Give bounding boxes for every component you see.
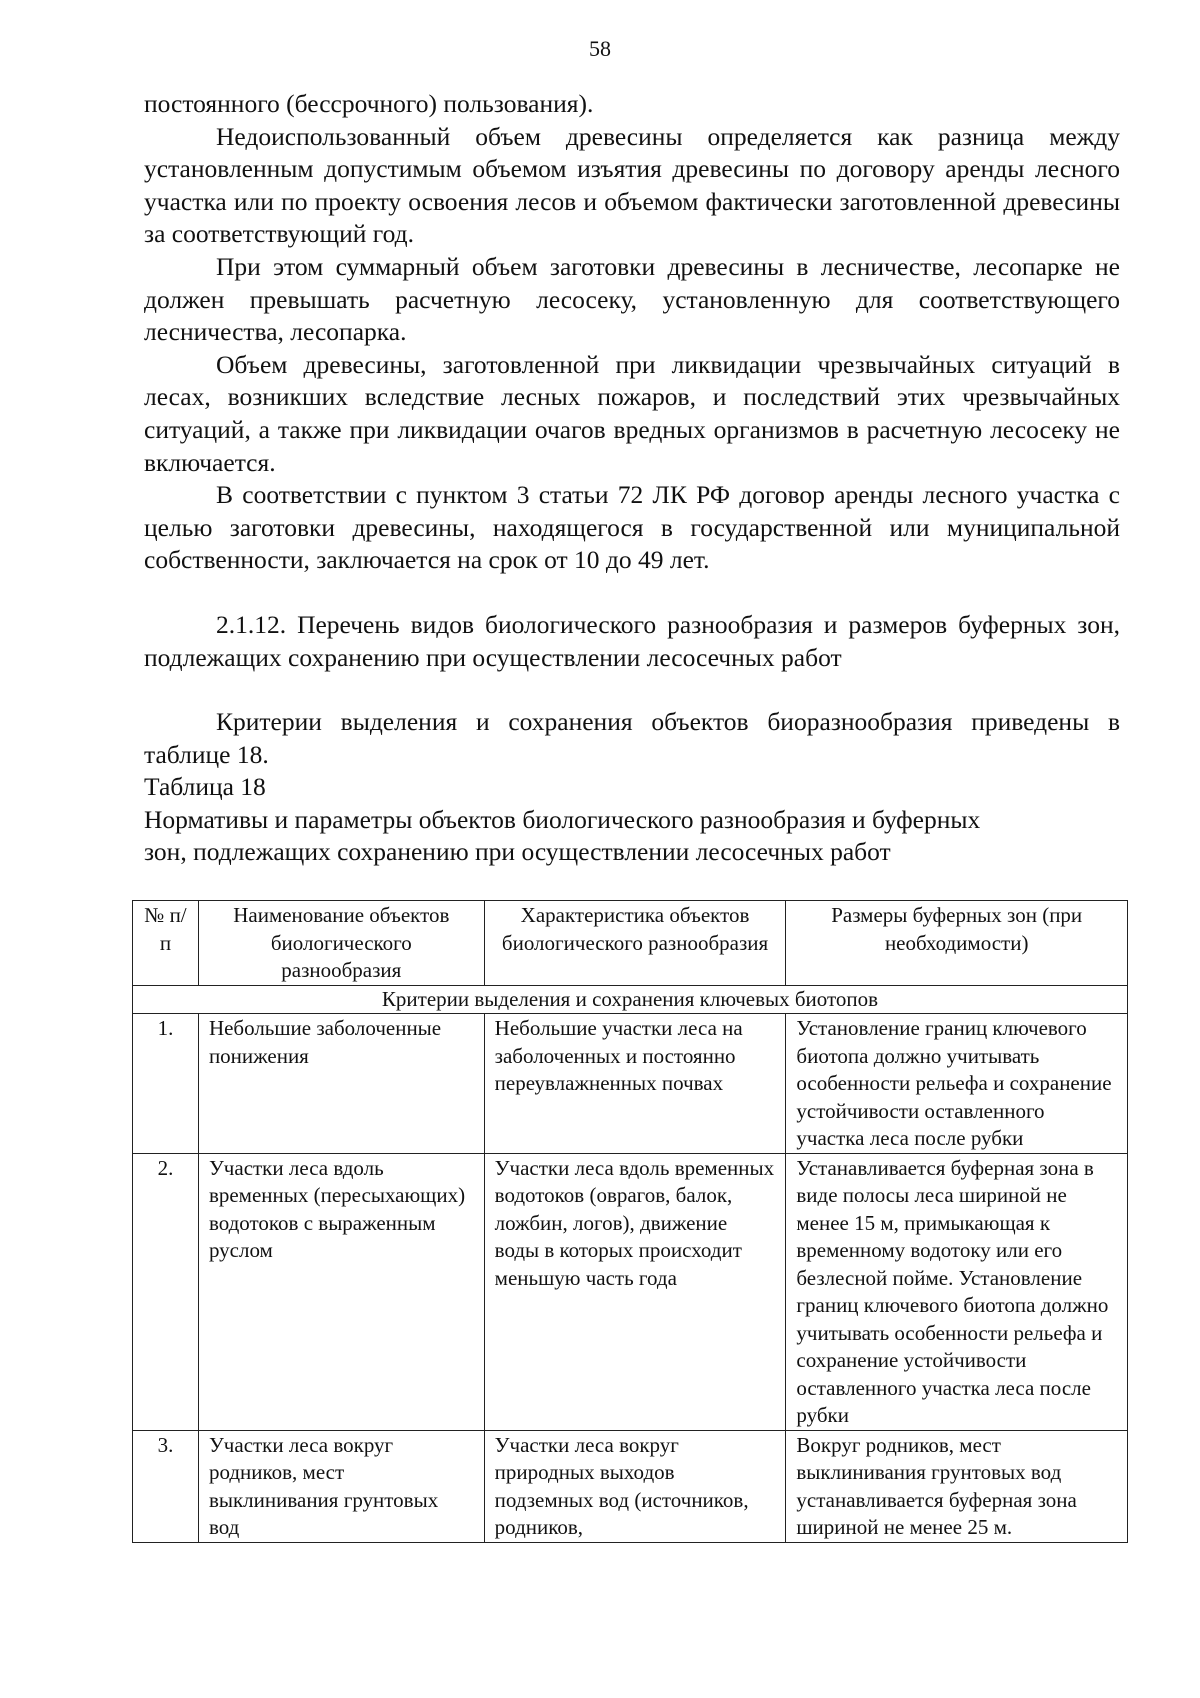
header-characteristic: Характеристика объектов биологического разнообразия	[484, 901, 786, 986]
section-row-label: Критерии выделения и сохранения ключевых биотопов	[133, 985, 1128, 1014]
row-name: Небольшие заболоченные понижения	[198, 1014, 484, 1154]
row-buffer: Вокруг родников, мест выклинивания грунтовых вод устанавливается буферная зона шириной не менее 25 м.	[786, 1430, 1128, 1542]
table-section-row	[133, 985, 1128, 1014]
table-header-row	[133, 901, 1128, 986]
paragraph: Недоиспользованный объем древесины определяется как разница между установленным допустимым объемом изъятия древесины по договору аренды лесного участка или по проекту освоения лесов и объемом фактически заготовленной древесины за соответствующий год.	[144, 121, 1120, 249]
row-buffer: Установление границ ключевого биотопа должно учитывать особенности рельефа и сохранение устойчивости оставленного участка леса после рубки	[786, 1014, 1128, 1154]
table-row	[133, 1014, 1128, 1154]
paragraph: Объем древесины, заготовленной при ликвидации чрезвычайных ситуаций в лесах, возникших вследствие лесных пожаров, и последствий этих чрезвычайных ситуаций, а также при ликвидации очагов вредных организмов в расчетную лесосеку не включается.	[144, 349, 1120, 477]
row-name: Участки леса вокруг родников, мест выклинивания грунтовых вод	[198, 1430, 484, 1542]
row-num: 1.	[133, 1014, 199, 1154]
table-title-line2: зон, подлежащих сохранению при осуществлении лесосечных работ	[144, 837, 891, 867]
section-heading: 2.1.12. Перечень видов биологического разнообразия и размеров буферных зон, подлежащих сохранению при осуществлении лесосечных работ	[144, 609, 1120, 672]
table-row	[133, 1430, 1128, 1542]
biodiversity-table	[132, 900, 1128, 1543]
row-name: Участки леса вдоль временных (пересыхающих) водотоков с выраженным руслом	[198, 1153, 484, 1430]
row-num: 3.	[133, 1430, 199, 1542]
criteria-paragraph: Критерии выделения и сохранения объектов биоразнообразия приведены в таблице 18.	[144, 707, 1120, 769]
page-number: 58	[589, 36, 611, 61]
header-name: Наименование объектов биологического разнообразия	[198, 901, 484, 986]
paragraph: При этом суммарный объем заготовки древесины в лесничестве, лесопарке не должен превышать расчетную лесосеку, установленную для соответствующего лесничества, лесопарка.	[144, 251, 1120, 347]
table-label: Таблица 18	[144, 772, 266, 802]
row-characteristic: Небольшие участки леса на заболоченных и постоянно переувлажненных почвах	[484, 1014, 786, 1154]
document-body	[144, 88, 1120, 869]
row-characteristic: Участки леса вокруг природных выходов подземных вод (источников, родников,	[484, 1430, 786, 1542]
row-characteristic: Участки леса вдоль временных водотоков (оврагов, балок, ложбин, логов), движение воды в которых происходит меньшую часть года	[484, 1153, 786, 1430]
row-buffer: Устанавливается буферная зона в виде полосы леса шириной не менее 15 м, примыкающая к временному водотоку или его безлесной пойме. Установление границ ключевого биотопа должно учитывать особенности рельефа и сохранение устойчивости оставленного участка леса после рубки	[786, 1153, 1128, 1430]
paragraph: постоянного (бессрочного) пользования).	[144, 89, 594, 118]
header-buffer: Размеры буферных зон (при необходимости)	[786, 901, 1128, 986]
row-num: 2.	[133, 1153, 199, 1430]
table-row	[133, 1153, 1128, 1430]
header-num: № п/п	[133, 901, 199, 986]
table-title-line1: Нормативы и параметры объектов биологического разнообразия и буферных	[144, 804, 981, 834]
paragraph: В соответствии с пунктом 3 статьи 72 ЛК РФ договор аренды лесного участка с целью заготовки древесины, находящегося в государственной или муниципальной собственности, заключается на срок от 10 до 49 лет.	[144, 480, 1120, 575]
